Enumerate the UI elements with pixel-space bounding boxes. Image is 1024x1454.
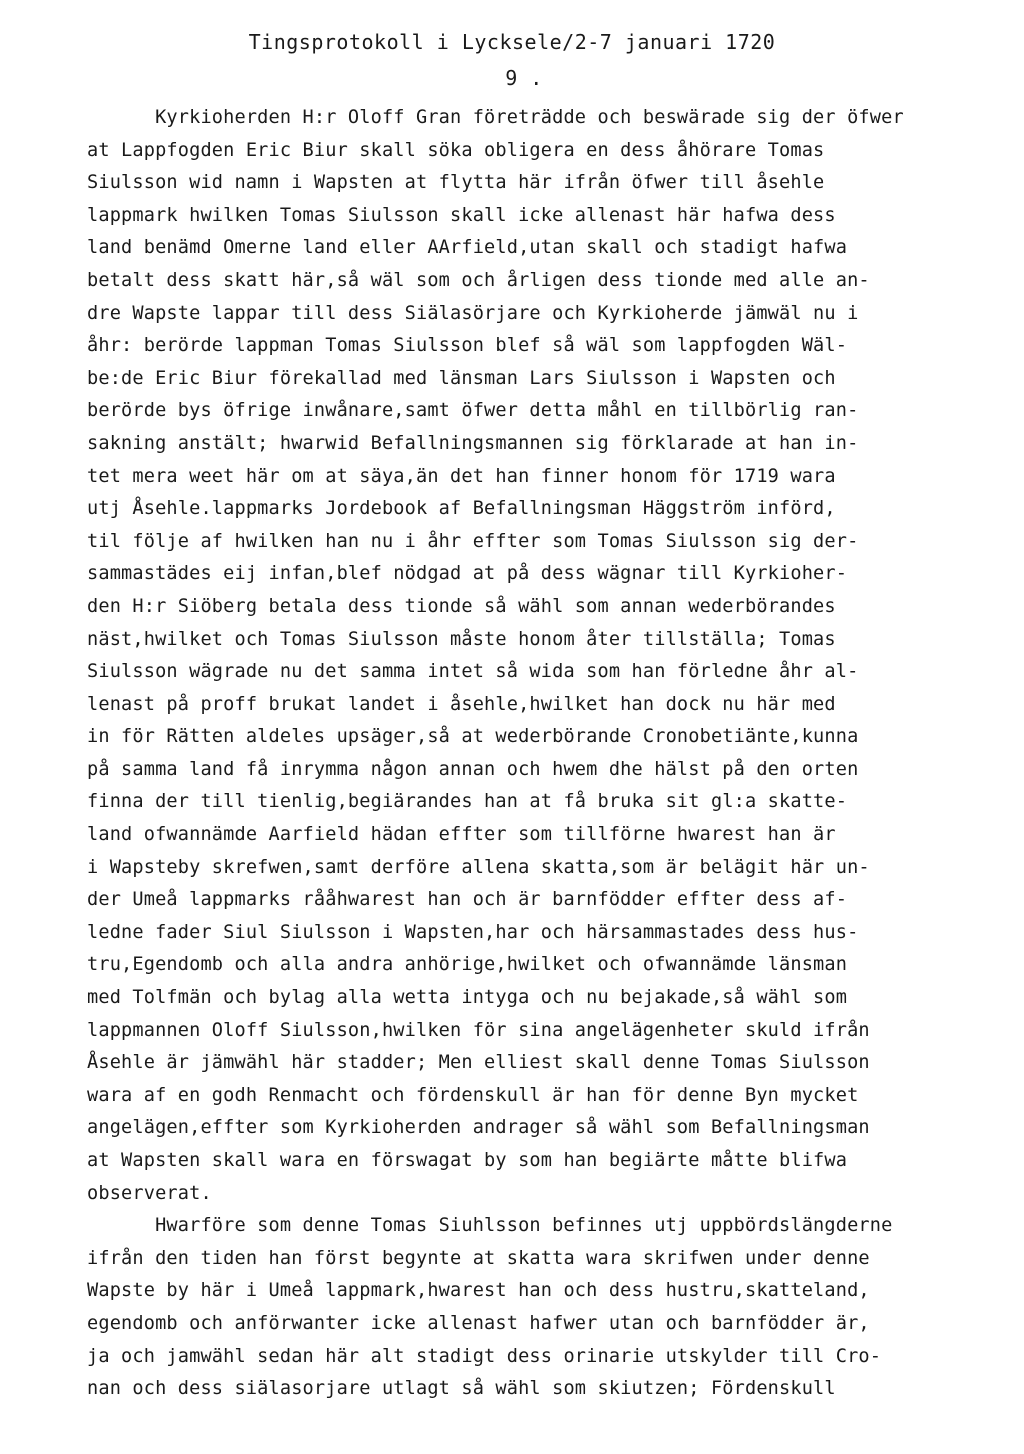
text-line: ja och jamwähl sedan här alt stadigt dess orinarie utskylder till Cro- <box>87 1345 882 1367</box>
text-line: tru,Egendomb och alla andra anhörige,hwilket och ofwannämde länsman <box>87 954 848 976</box>
text-line: observerat. <box>87 1182 212 1204</box>
text-line: ifrån den tiden han först begynte at skatta wara skrifwen under denne <box>87 1247 870 1269</box>
text-line: Åsehle är jämwähl här stadder; Men elliest skall denne Tomas Siulsson <box>87 1052 870 1074</box>
text-line: ledne fader Siul Siulsson i Wapsten,har och härsammastades dess hus- <box>87 921 859 943</box>
text-line: Siulsson wid namn i Wapsten at flytta här ifrån öfwer till åsehle <box>87 172 825 194</box>
text-line: i Wapsteby skrefwen,samt derföre allena skatta,som är belägit här un- <box>87 856 870 878</box>
page-header-title: Tingsprotokoll i Lycksele/2-7 januari 1720 <box>248 30 776 54</box>
page-number: 9 . <box>505 66 543 90</box>
text-line: lenast på proff brukat landet i åsehle,hwilket han dock nu här med <box>87 693 836 715</box>
text-line: in för Rätten aldeles upsäger,så at wederbörande Cronobetiänte,kunna <box>87 726 859 748</box>
text-line: berörde bys öfrige inwånare,samt öfwer detta måhl en tillbörlig ran- <box>87 400 859 422</box>
text-line: at Lappfogden Eric Biur skall söka obligera en dess åhörare Tomas <box>87 139 825 161</box>
text-line: egendomb och anförwanter icke allenast hafwer utan och barnfödder är, <box>87 1312 870 1334</box>
text-line: tet mera weet här om at säya,än det han finner honom för 1719 wara <box>87 465 836 487</box>
text-line: finna der till tienlig,begiärandes han at få bruka sit gl:a skatte- <box>87 791 848 813</box>
text-line: nan och dess siälasorjare utlagt så wähl som skiutzen; Fördenskull <box>87 1378 836 1400</box>
text-line: land ofwannämde Aarfield hädan effter som tillförne hwarest han är <box>87 824 836 846</box>
protocol-body-text <box>87 102 967 1406</box>
text-line: til följe af hwilken han nu i åhr effter som Tomas Siulsson sig der- <box>87 530 859 552</box>
text-line: Hwarföre som denne Tomas Siuhlsson befinnes utj uppbördslängderne <box>87 1215 893 1237</box>
text-line: utj Åsehle.lappmarks Jordebook af Befallningsman Häggström införd, <box>87 498 836 520</box>
text-line: lappmannen Oloff Siulsson,hwilken för sina angelägenheter skuld ifrån <box>87 1019 870 1041</box>
text-line: lappmark hwilken Tomas Siulsson skall icke allenast här hafwa dess <box>87 204 836 226</box>
text-line: Wapste by här i Umeå lappmark,hwarest han och dess hustru,skatteland, <box>87 1280 870 1302</box>
text-line: angelägen,effter som Kyrkioherden andrager så wähl som Befallningsman <box>87 1117 870 1139</box>
text-line: at Wapsten skall wara en förswagat by som han begiärte måtte blifwa <box>87 1150 848 1171</box>
text-line: den H:r Siöberg betala dess tionde så wähl som annan wederbörandes <box>87 595 836 617</box>
text-line: wara af en godh Renmacht och fördenskull är han för denne Byn mycket <box>87 1084 859 1106</box>
text-line: sakning anstält; hwarwid Befallningsmannen sig förklarade at han in- <box>87 432 859 454</box>
text-line: på samma land få inrymma någon annan och hwem dhe hälst på den orten <box>87 758 859 780</box>
text-line: näst,hwilket och Tomas Siulsson måste honom åter tillställa; Tomas <box>87 628 836 650</box>
text-line: land benämd Omerne land eller AArfield,utan skall och stadigt hafwa <box>87 237 848 259</box>
text-line: sammastädes eij infan,blef nödgad at på dess wägnar till Kyrkioher- <box>87 563 848 585</box>
text-line: der Umeå lappmarks rååhwarest han och är barnfödder effter dess af- <box>87 889 848 911</box>
text-line: åhr: berörde lappman Tomas Siulsson blef så wäl som lappfogden Wäl- <box>87 335 848 357</box>
text-line: Kyrkioherden H:r Oloff Gran företrädde och beswärade sig der öfwer <box>87 107 904 128</box>
text-line: be:de Eric Biur förekallad med länsman Lars Siulsson i Wapsten och <box>87 367 836 389</box>
text-line: betalt dess skatt här,så wäl som och årligen dess tionde med alle an- <box>87 269 870 291</box>
text-line: med Tolfmän och bylag alla wetta intyga och nu bejakade,så wähl som <box>87 987 848 1009</box>
text-line: Siulsson wägrade nu det samma intet så wida som han förledne åhr al- <box>87 661 859 683</box>
text-line: dre Wapste lappar till dess Siälasörjare och Kyrkioherde jämwäl nu i <box>87 302 859 324</box>
